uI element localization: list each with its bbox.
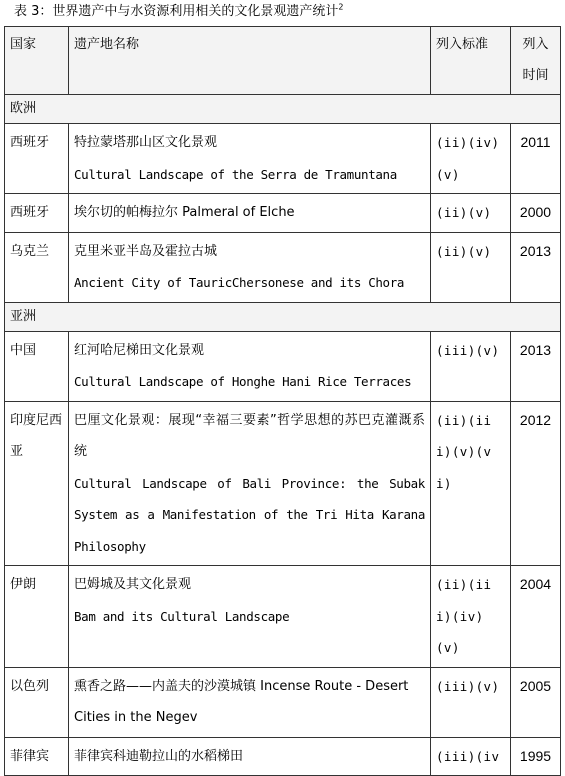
criteria-cell: (iii)(iv	[431, 737, 511, 776]
region-row-europe	[5, 95, 561, 124]
table-row	[5, 194, 561, 233]
table-row	[5, 232, 561, 302]
country-cell: 中国	[5, 331, 69, 401]
year-cell: 2012	[511, 401, 561, 566]
country-cell: 以色列	[5, 667, 69, 737]
country-cell: 菲律宾	[5, 737, 69, 776]
year-cell: 2011	[511, 124, 561, 194]
site-name-en: Cultural Landscape of Honghe Hani Rice Terraces	[74, 374, 412, 389]
site-name-en: Cultural Landscape of Bali Province: the Subak System as a Manifestation of the Tri Hita Karana Philosophy	[74, 475, 425, 554]
year-cell: 1995	[511, 737, 561, 776]
criteria-cell: (ii)(iii)(v)(vi)	[431, 401, 511, 566]
region-label: 欧洲	[5, 95, 561, 124]
country-cell: 西班牙	[5, 124, 69, 194]
site-name-cell	[69, 124, 431, 194]
site-name-cn: 埃尔切的帕梅拉尔 Palmeral of Elche	[74, 205, 295, 220]
site-name-cell	[69, 566, 431, 668]
region-row-asia	[5, 302, 561, 331]
site-name-cell	[69, 401, 431, 566]
site-name-cell	[69, 232, 431, 302]
year-cell: 2004	[511, 566, 561, 668]
site-name-en: Ancient City of TauricChersonese and its Chora	[74, 275, 405, 290]
header-criteria: 列入标准	[431, 27, 511, 95]
site-name-cn: 克里米亚半岛及霍拉古城	[74, 243, 218, 259]
criteria-cell: (ii)(v)	[431, 232, 511, 302]
criteria-cell: (iii)(v)	[431, 667, 511, 737]
header-year-line1: 列入	[522, 37, 549, 52]
site-name-cn: 特拉蒙塔那山区文化景观	[74, 135, 218, 150]
country-cell: 印度尼西亚	[5, 401, 69, 566]
year-cell: 2000	[511, 194, 561, 233]
header-site-name: 遗产地名称	[69, 27, 431, 95]
year-cell: 2013	[511, 232, 561, 302]
table-row	[5, 667, 561, 737]
criteria-cell: (ii)(iv)(v)	[431, 124, 511, 194]
country-cell: 伊朗	[5, 566, 69, 668]
site-name-cn: 巴厘文化景观：展现“幸福三要素”哲学思想的苏巴克灌溉系统	[74, 412, 425, 459]
header-year-line2: 时间	[522, 68, 549, 83]
site-name-cell	[69, 194, 431, 233]
header-country: 国家	[5, 27, 69, 95]
table-row	[5, 566, 561, 668]
header-year	[511, 27, 561, 95]
table-row	[5, 737, 561, 776]
site-name-en: Bam and its Cultural Landscape	[74, 608, 290, 624]
year-cell: 2013	[511, 331, 561, 401]
country-cell: 西班牙	[5, 194, 69, 233]
table-caption	[14, 2, 344, 22]
site-name-cn: 红河哈尼梯田文化景观	[74, 342, 205, 358]
site-name-cell	[69, 667, 431, 737]
site-name-en: Cultural Landscape of the Serra de Tramuntana	[74, 166, 397, 182]
site-name-cell	[69, 331, 431, 401]
table-row	[5, 124, 561, 194]
criteria-cell: (ii)(iii)(iv)(v)	[431, 566, 511, 668]
region-label: 亚洲	[5, 302, 561, 331]
site-name-cell	[69, 737, 431, 776]
country-cell: 乌克兰	[5, 232, 69, 302]
caption-text: 表 3：世界遗产中与水资源利用相关的文化景观遗产统计	[14, 4, 339, 19]
site-name-cn: 熏香之路——内盖夫的沙漠城镇 Incense Route - Desert Cities in the Negev	[74, 678, 409, 725]
criteria-cell: (iii)(v)	[431, 331, 511, 401]
table-row	[5, 401, 561, 566]
heritage-table	[4, 26, 561, 776]
header-row	[5, 27, 561, 95]
table-row	[5, 331, 561, 401]
site-name-cn: 菲律宾科迪勒拉山的水稻梯田	[74, 748, 244, 764]
year-cell: 2005	[511, 667, 561, 737]
criteria-cell: (ii)(v)	[431, 194, 511, 233]
site-name-cn: 巴姆城及其文化景观	[74, 577, 192, 592]
footnote-marker: 2	[338, 2, 344, 12]
